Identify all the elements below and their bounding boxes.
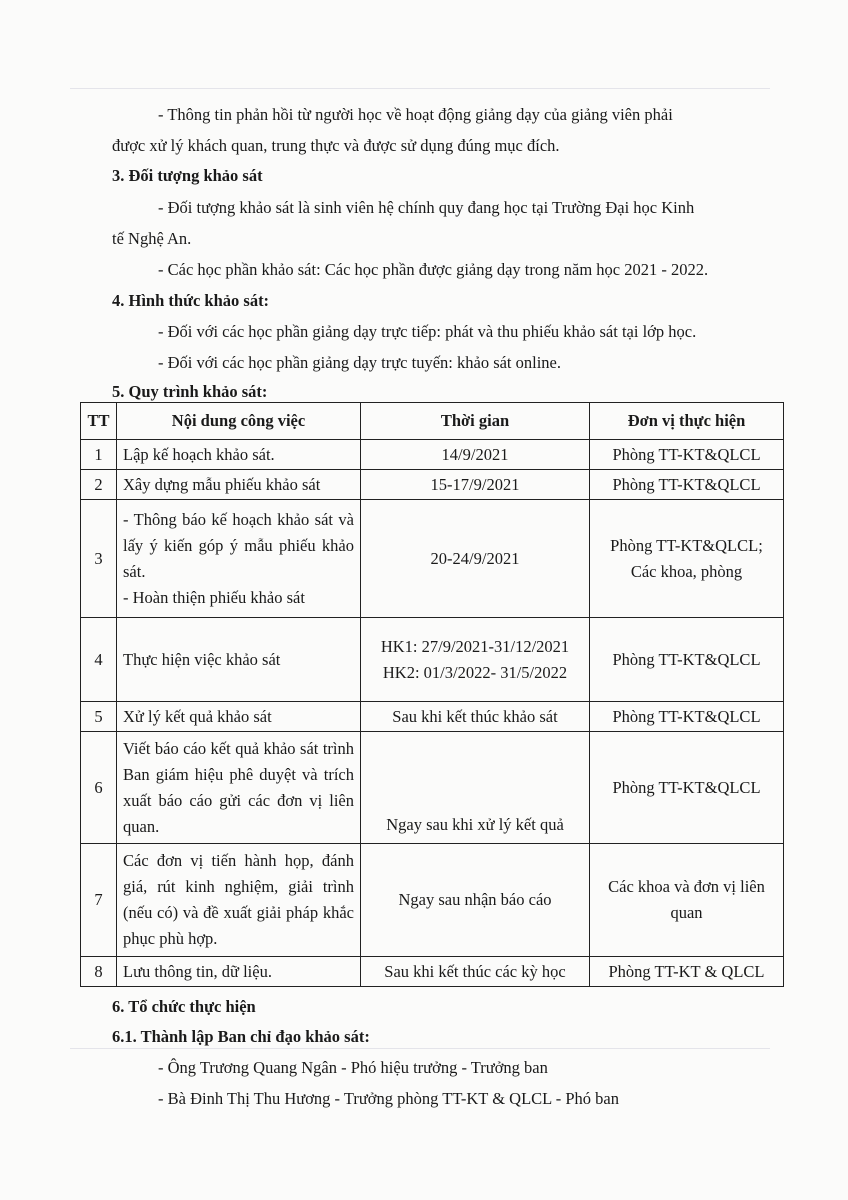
section-3-para-1-line-2: tế Nghệ An. xyxy=(112,229,192,248)
intro-line-2: được xử lý khách quan, trung thực và được sử dụng đúng mục đích. xyxy=(112,136,560,155)
row-content xyxy=(117,500,361,618)
committee-member: - Bà Đinh Thị Thu Hương - Trưởng phòng TT-KT & QLCL - Phó ban xyxy=(158,1089,619,1108)
row-unit xyxy=(590,500,784,618)
scan-artifact xyxy=(70,1048,770,1049)
row-content: Viết báo cáo kết quả khảo sát trình Ban giám hiệu phê duyệt và trích xuất báo cáo gửi các đơn vị liên quan. xyxy=(117,732,361,844)
row-unit: Các khoa và đơn vị liên quan xyxy=(590,844,784,957)
table-row xyxy=(81,618,784,702)
row-tt: 5 xyxy=(81,702,117,732)
header-time: Thời gian xyxy=(361,403,590,440)
table-row xyxy=(81,500,784,618)
row-tt: 3 xyxy=(81,500,117,618)
process-table xyxy=(80,402,784,987)
row-time: 15-17/9/2021 xyxy=(361,470,590,500)
section-4-para-2: - Đối với các học phần giảng dạy trực tuyến: khảo sát online. xyxy=(158,353,562,372)
row-content-part-b: - Hoàn thiện phiếu khảo sát xyxy=(123,587,305,607)
section-3-para-1-line-1: - Đối tượng khảo sát là sinh viên hệ chính quy đang học tại Trường Đại học Kinh xyxy=(158,198,695,217)
row-time-part-b: HK2: 01/3/2022- 31/5/2022 xyxy=(382,662,568,682)
row-tt: 4 xyxy=(81,618,117,702)
scan-artifact xyxy=(70,88,770,89)
row-content: Xây dựng mẫu phiếu khảo sát xyxy=(117,470,361,500)
row-time: Ngay sau nhận báo cáo xyxy=(361,844,590,957)
row-unit-part-a: Phòng TT-KT&QLCL; xyxy=(610,535,763,555)
header-unit: Đơn vị thực hiện xyxy=(590,403,784,440)
committee-member: - Ông Trương Quang Ngân - Phó hiệu trưởng - Trưởng ban xyxy=(158,1058,548,1077)
header-tt: TT xyxy=(81,403,117,440)
row-tt: 6 xyxy=(81,732,117,844)
table-row xyxy=(81,470,784,500)
table-row xyxy=(81,702,784,732)
row-time: 14/9/2021 xyxy=(361,440,590,470)
section-4-heading: 4. Hình thức khảo sát: xyxy=(112,291,270,310)
row-content: Thực hiện việc khảo sát xyxy=(117,618,361,702)
table-row xyxy=(81,844,784,957)
row-tt: 8 xyxy=(81,957,117,987)
row-content: Lưu thông tin, dữ liệu. xyxy=(117,957,361,987)
row-unit-part-b: Các khoa, phòng xyxy=(630,561,743,581)
section-3-heading: 3. Đối tượng khảo sát xyxy=(112,166,263,185)
section-3-para-2: - Các học phần khảo sát: Các học phần được giảng dạy trong năm học 2021 - 2022. xyxy=(158,260,709,279)
row-content: Lập kế hoạch khảo sát. xyxy=(117,440,361,470)
section-4-para-1: - Đối với các học phần giảng dạy trực tiếp: phát và thu phiếu khảo sát tại lớp học. xyxy=(158,322,697,341)
row-time: Ngay sau khi xử lý kết quả xyxy=(361,732,590,844)
row-unit: Phòng TT-KT&QLCL xyxy=(590,702,784,732)
table-row xyxy=(81,732,784,844)
row-content: Xử lý kết quả khảo sát xyxy=(117,702,361,732)
row-unit: Phòng TT-KT&QLCL xyxy=(590,470,784,500)
row-time xyxy=(361,618,590,702)
row-time: 20-24/9/2021 xyxy=(361,500,590,618)
row-unit: Phòng TT-KT&QLCL xyxy=(590,618,784,702)
row-time-part-a: HK1: 27/9/2021-31/12/2021 xyxy=(380,636,570,656)
row-tt: 1 xyxy=(81,440,117,470)
section-6-1-heading: 6.1. Thành lập Ban chỉ đạo khảo sát: xyxy=(112,1027,370,1046)
row-tt: 2 xyxy=(81,470,117,500)
row-content-part-a: - Thông báo kế hoạch khảo sát và lấy ý kiến góp ý mẫu phiếu khảo sát. xyxy=(123,509,354,581)
section-6-heading: 6. Tổ chức thực hiện xyxy=(112,997,256,1016)
row-time: Sau khi kết thúc khảo sát xyxy=(361,702,590,732)
row-tt: 7 xyxy=(81,844,117,957)
row-unit: Phòng TT-KT&QLCL xyxy=(590,440,784,470)
row-time: Sau khi kết thúc các kỳ học xyxy=(361,957,590,987)
section-5-heading: 5. Quy trình khảo sát: xyxy=(112,382,268,401)
intro-line-1: - Thông tin phản hồi từ người học về hoạt động giảng dạy của giảng viên phải xyxy=(158,105,673,124)
table-row xyxy=(81,440,784,470)
row-unit: Phòng TT-KT&QLCL xyxy=(590,732,784,844)
row-content: Các đơn vị tiến hành họp, đánh giá, rút kinh nghiệm, giải trình (nếu có) và đề xuất giải pháp khắc phục phù hợp. xyxy=(117,844,361,957)
table-row xyxy=(81,957,784,987)
header-content: Nội dung công việc xyxy=(117,403,361,440)
row-unit: Phòng TT-KT & QLCL xyxy=(590,957,784,987)
table-header-row xyxy=(81,403,784,440)
